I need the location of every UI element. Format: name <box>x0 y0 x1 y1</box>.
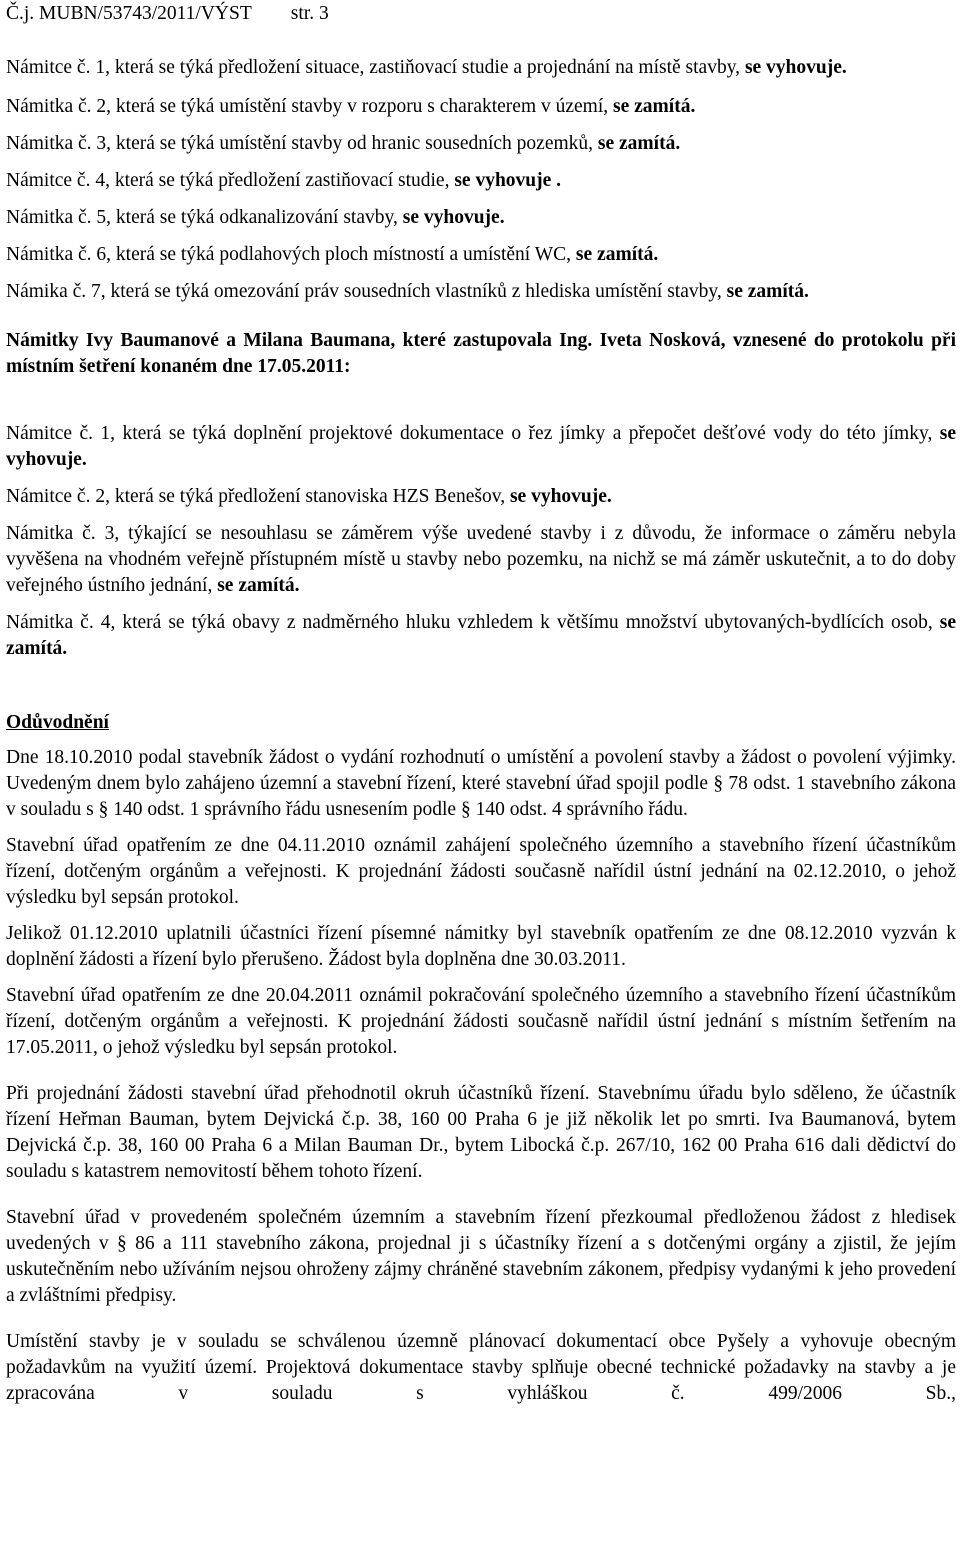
decision-item: Námitce č. 1, která se týká doplnění projektové dokumentace o řez jímky a přepočet dešťové vody do této jímky, se vyhovuje. <box>6 423 956 470</box>
decision-item: Námitka č. 6, která se týká podlahových ploch místností a umístění WC, se zamítá. <box>6 244 659 265</box>
section-heading: Námitky Ivy Baumanové a Milana Baumana, které zastupovala Ing. Iveta Nosková, vznesené do protokolu při místním šetření konaném dne 17.05.2011: <box>6 330 956 377</box>
reasoning-paragraph: Při projednání žádosti stavební úřad přehodnotil okruh účastníků řízení. Stavebnímu úřadu bylo sděleno, že účastník řízení Heřman Bauman, bytem Dejvická č.p. 38, 160 00 Praha 6 je již několik let po smrti. Iva Baumanová, bytem Dejvická č.p. 38, 160 00 Praha 6 a Milan Bauman Dr., bytem Libocká č.p. 267/10, 162 00 Praha 616 dali dědictví do souladu s katastrem nemovitostí během tohoto řízení. <box>6 1083 956 1182</box>
reference-number: Č.j. MUBN/53743/2011/VÝST <box>6 3 252 24</box>
decisions-second <box>6 421 956 662</box>
decision-item: Námitka č. 4, která se týká obavy z nadměrného hluku vzhledem k většímu množství ubytovaných-bydlících osob, se zamítá. <box>6 612 956 659</box>
decision-item: Námika č. 7, která se týká omezování práv sousedních vlastníků z hlediska umístění stavby, se zamítá. <box>6 281 809 302</box>
decision-item: Námitce č. 2, která se týká předložení stanoviska HZS Benešov, se vyhovuje. <box>6 486 612 507</box>
reasoning-title: Odůvodnění <box>6 712 109 733</box>
decision-item: Námitka č. 3, týkající se nesouhlasu se záměrem výše uvedené stavby i z důvodu, že informace o záměru nebyla vyvěšena na vhodném veřejně přístupném místě u stavby nebo pozemku, na nichž se má záměr uskutečnit, a to do doby veřejného ústního jednání, se zamítá. <box>6 523 956 596</box>
reasoning-paragraph: Dne 18.10.2010 podal stavebník žádost o vydání rozhodnutí o umístění a povolení stavby a žádost o povolení výjimky. Uvedeným dnem bylo zahájeno územní a stavební řízení, které stavební úřad spojil podle § 78 odst. 1 stavebního zákona v souladu s § 140 odst. 1 správního řádu usnesením podle § 140 odst. 4 správního řádu. <box>6 747 956 820</box>
reasoning-paragraph: Stavební úřad opatřením ze dne 20.04.2011 oznámil pokračování společného územního a stavebního řízení účastníkům řízení, dotčeným orgánům a veřejnosti. K projednání žádosti současně nařídil ústní jednání s místním šetřením na 17.05.2011, o jehož výsledku byl sepsán protokol. <box>6 985 956 1058</box>
reasoning-paragraph: Umístění stavby je v souladu se schválenou územně plánovací dokumentací obce Pyšely a vyhovuje obecným požadavkům na využití území. Projektová dokumentace stavby splňuje obecné technické požadavky na stavby a je zpracována v souladu s vyhláškou č. 499/2006 Sb., <box>6 1331 956 1404</box>
reasoning-paragraph: Jelikož 01.12.2010 uplatnili účastníci řízení písemné námitky byl stavebník opatřením ze dne 08.12.2010 vyzván k doplnění žádosti a řízení bylo přerušeno. Žádost byla doplněna dne 30.03.2011. <box>6 923 956 970</box>
page-number: str. 3 <box>290 3 329 24</box>
reasoning-paragraph: Stavební úřad v provedeném společném územním a stavebním řízení přezkoumal předloženou žádost z hledisek uvedených v § 86 a 111 stavebního zákona, projednal ji s účastníky řízení a s dotčenými orgány a zjistil, že jejím uskutečněním nebo užíváním nejsou ohroženy zájmy chráněné stavebním zákonem, předpisy vydanými k jeho provedení a zvláštními předpisy. <box>6 1207 956 1306</box>
decision-item: Námitka č. 2, která se týká umístění stavby v rozporu s charakterem v území, se zamítá. <box>6 96 696 117</box>
decision-item: Námitka č. 5, která se týká odkanalizování stavby, se vyhovuje. <box>6 207 505 228</box>
decision-item: Námitka č. 3, která se týká umístění stavby od hranic sousedních pozemků, se zamítá. <box>6 133 681 154</box>
reasoning-paragraph: Stavební úřad opatřením ze dne 04.11.2010 oznámil zahájení společného územního a stavebního řízení účastníkům řízení, dotčeným orgánům a veřejnosti. K projednání žádosti současně nařídil ústní jednání na 02.12.2010, o jehož výsledku byl sepsán protokol. <box>6 835 956 908</box>
page-header <box>6 0 956 28</box>
decision-item: Námitce č. 4, která se týká předložení zastiňovací studie, se vyhovuje . <box>6 170 562 191</box>
decisions-first <box>6 55 956 305</box>
decision-item: Námitce č. 1, která se týká předložení situace, zastiňovací studie a projednání na místě stavby, se vyhovuje. <box>6 57 847 78</box>
reasoning-body <box>6 745 956 1407</box>
